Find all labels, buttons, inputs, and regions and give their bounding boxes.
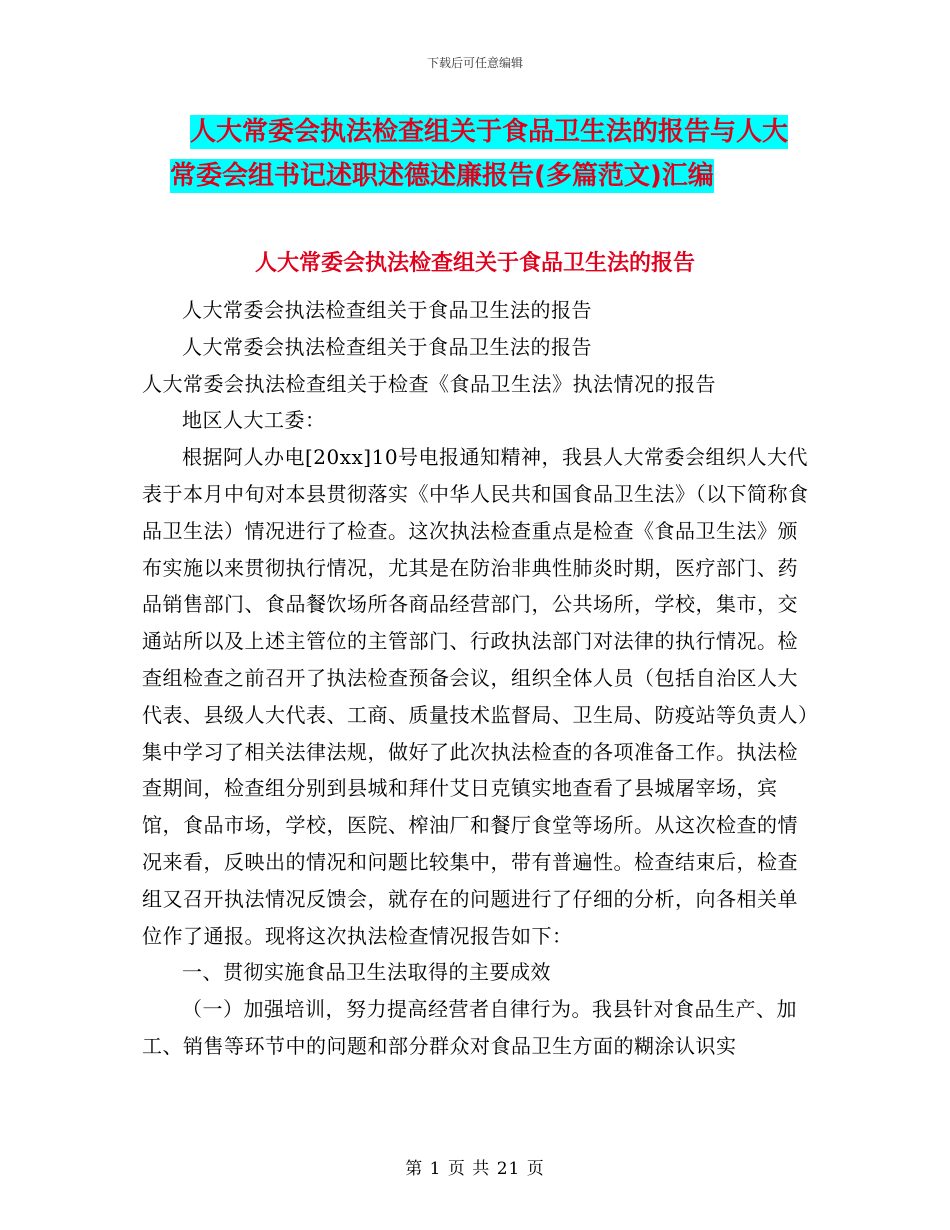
- paragraph: 人大常委会执法检查组关于食品卫生法的报告: [182, 298, 592, 322]
- paragraph: （一）加强培训，努力提高经营者自律行为。我县针对食品生产、加工、销售等环节中的问题和部分群众对食品卫生方面的糊涂认识实: [142, 997, 797, 1058]
- document-title: [170, 110, 830, 198]
- paragraph: 地区人大工委：: [182, 408, 326, 433]
- page-footer: 第 1 页 共 21 页: [405, 1159, 545, 1179]
- header-note: 下载后可任意编辑: [426, 56, 523, 70]
- paragraph: 人大常委会执法检查组关于食品卫生法的报告: [182, 334, 592, 359]
- body-text: [142, 292, 812, 1065]
- document-title-line-1: 人大常委会执法检查组关于食品卫生法的报告与人大: [190, 117, 789, 147]
- paragraph: 根据阿人办电[20xx]10号电报通知精神，我县人大常委会组织人大代表于本月中旬对本县贯彻落实《中华人民共和国食品卫生法》（以下简称食品卫生法）情况进行了检查。这次执法检查重点是检查《食品卫生法》颁布实施以来贯彻执行情况，尤其是在防治非典性肺炎时期，医疗部门、药品销售部门、食品餐饮场所各商品经营部门，公共场所，学校，集市，交通站所以及上述主管位的主管部门、行政执法部门对法律的执行情况。检查组检查之前召开了执法检查预备会议，组织全体人员（包括自治区人大代表、县级人大代表、工商、质量技术监督局、卫生局、防疫站等负责人）集中学习了相关法律法规，做好了此次执法检查的各项准备工作。执法检查期间，检查组分别到县城和拜什艾日克镇实地查看了县城屠宰场，宾馆，食品市场，学校，医院、榨油厂和餐厅食堂等场所。从这次检查的情况来看，反映出的情况和问题比较集中，带有普遍性。检查结束后，检查组又召开执法情况反馈会，就存在的问题进行了仔细的分析，向各相关单位作了通报。现将这次执法检查情况报告如下：: [142, 445, 809, 948]
- document-title-line-2: 常委会组书记述职述德述廉报告(多篇范文)汇编: [170, 161, 714, 191]
- section-title: 人大常委会执法检查组关于食品卫生法的报告: [254, 251, 695, 276]
- paragraph: 一、贯彻实施食品卫生法取得的主要成效: [182, 960, 551, 985]
- paragraph: 人大常委会执法检查组关于检查《食品卫生法》执法情况的报告: [142, 371, 716, 396]
